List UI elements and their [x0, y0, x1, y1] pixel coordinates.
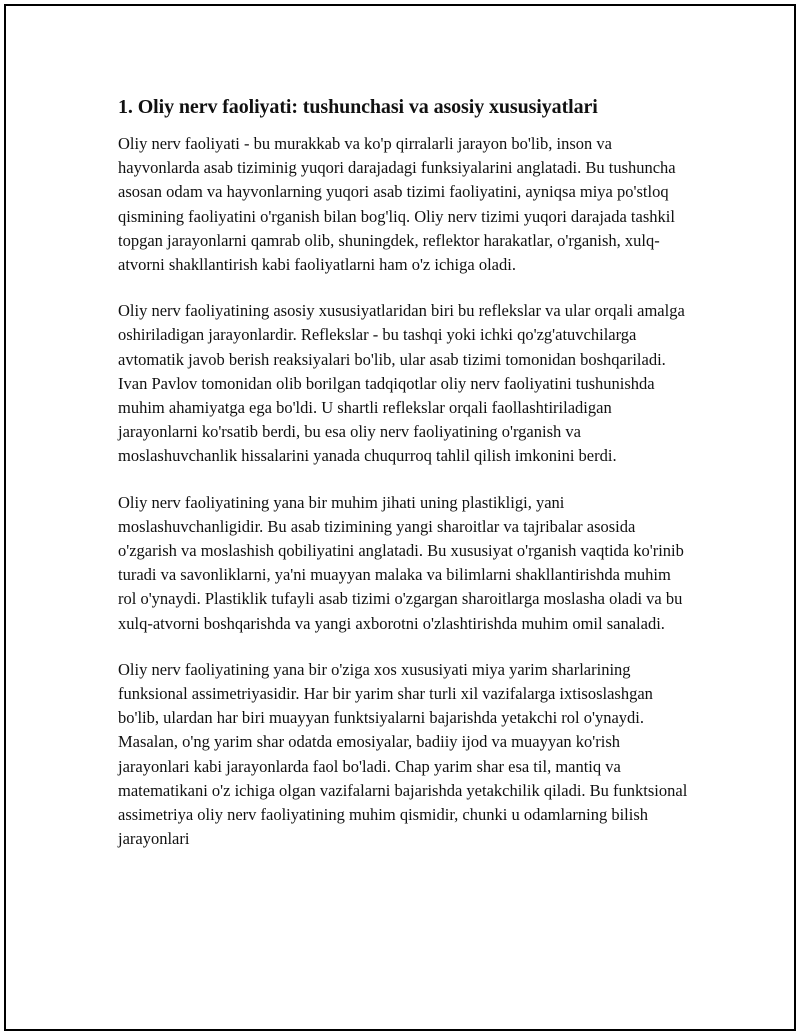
paragraph-1: Oliy nerv faoliyati - bu murakkab va ko'p qirralarli jarayon bo'lib, inson va hayvonlarda asab tiziminig yuqori darajadagi funksiyalarini anglatadi. Bu tushuncha asosan odam va hayvonlarning yuqori asab tizimi faoliyatini, ayniqsa miya po'stloq qismining faoliyatini o'rganish bilan bog'liq. Oliy nerv tizimi yuqori darajada tashkil topgan jarayonlarni qamrab olib, shuningdek, reflektor harakatlar, o'rganish, xulq-atvorni shakllantirish kabi faoliyatlarni ham o'z ichiga oladi. — [118, 134, 676, 275]
paragraph-2: Oliy nerv faoliyatining asosiy xususiyatlaridan biri bu reflekslar va ular orqali amalga oshiriladigan jarayonlardir. Reflekslar - bu tashqi yoki ichki qo'zg'atuvchilarga avtomatik javob berish reaksiyalari bo'lib, ular asab tizimi tomonidan boshqariladi. Ivan Pavlov tomonidan olib borilgan tadqiqotlar oliy nerv faoliyatini tushunishda muhim ahamiyatga ega bo'ldi. U shartli reflekslar orqali faollashtiriladigan jarayonlarni ko'rsatib berdi, bu esa oliy nerv faoliyatining o'rganish va moslashuvchanlik hissalarini yanada chuqurroq tahlil qilish imkonini berdi. — [118, 301, 685, 466]
document-body — [118, 92, 688, 873]
paragraph-3: Oliy nerv faoliyatining yana bir muhim jihati uning plastikligi, yani moslashuvchanligidir. Bu asab tizimining yangi sharoitlar va tajribalar asosida o'zgarish va moslashish qobiliyatini anglatadi. Bu xususiyat o'rganish vaqtida ko'rinib turadi va savonliklarni, ya'ni muayyan malaka va bilimlarni shakllantirishda muhim rol o'ynaydi. Plastiklik tufayli asab tizimi o'zgargan sharoitlarga moslasha oladi va bu xulq-atvorni boshqarishda va yangi axborotni o'zlashtirishda muhim omil sanaladi. — [118, 492, 684, 633]
paragraph-4: Oliy nerv faoliyatining yana bir o'ziga xos xususiyati miya yarim sharlarining funksional assimetriyasidir. Har bir yarim shar turli xil vazifalarga ixtisoslashgan bo'lib, ulardan har biri muayyan funktsiyalarni bajarishda yetakchi rol o'ynaydi. Masalan, o'ng yarim shar odatda emosiyalar, badiiy ijod va muayyan ko'rish jarayonlari kabi jarayonlarda faol bo'ladi. Chap yarim shar esa til, mantiq va matematikani o'z ichiga olgan vazifalarni bajarishda yetakchilik qiladi. Bu funktsional assimetriya oliy nerv faoliyatining muhim qismidir, chunki u odamlarning bilish jarayonlari — [118, 659, 688, 849]
section-heading: 1. Oliy nerv faoliyati: tushunchasi va asosiy xususiyatlari — [118, 96, 598, 118]
